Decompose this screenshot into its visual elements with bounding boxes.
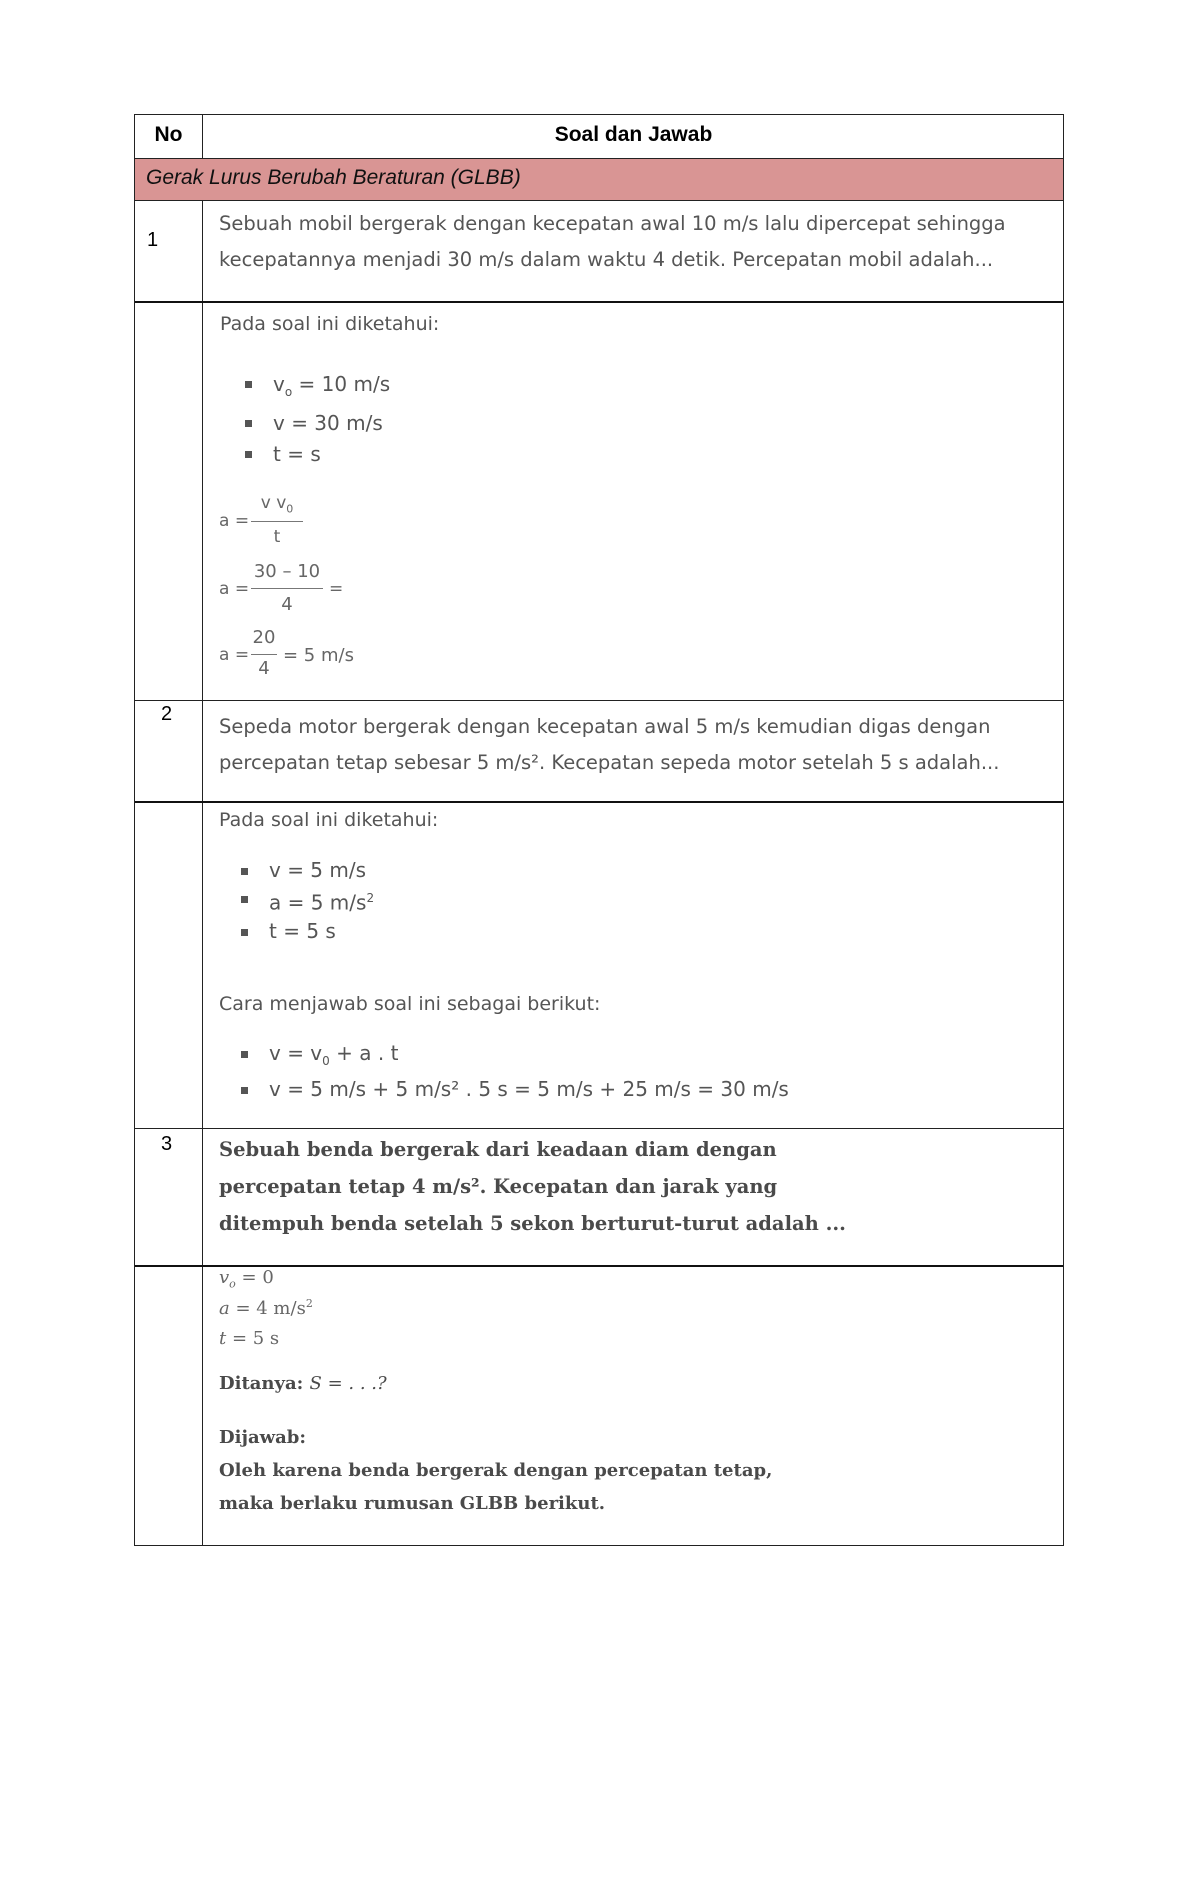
question-3-text	[219, 1131, 1059, 1242]
asked-line: Ditanya: S = . . .?	[219, 1373, 387, 1394]
formula-a-substitution: a = 30 – 10 4 =	[219, 561, 344, 615]
category-title: Gerak Lurus Berubah Beraturan (GLBB)	[146, 166, 521, 189]
question-1-line-2: kecepatannya menjadi 30 m/s dalam waktu 4 detik. Percepatan mobil adalah...	[219, 248, 994, 271]
answer-1-intro: Pada soal ini diketahui:	[220, 313, 440, 335]
row-divider	[135, 700, 1063, 701]
answer-2	[219, 809, 1059, 1119]
answer-2-steps	[241, 1039, 789, 1103]
fraction-bar	[251, 588, 323, 589]
answer-2-method: Cara menjawab soal ini sebagai berikut:	[219, 993, 601, 1015]
answer-2-intro: Pada soal ini diketahui:	[219, 809, 439, 831]
fraction-numerator: 20	[252, 627, 276, 648]
known-a: a = 4 $m/s^2$	[219, 1297, 313, 1319]
question-number-2: 2	[161, 703, 173, 725]
header-soal-jawab: Soal dan Jawab	[554, 123, 713, 146]
given-v: v = 5 m/s	[241, 856, 374, 884]
step-calculation: v = 5 m/s + 5 m/s² . 5 s = 5 m/s + 25 m/s = 30 m/s	[241, 1075, 789, 1103]
given-a: a = 5 $m/s^2$	[241, 884, 374, 917]
question-3-line-1: Sebuah benda bergerak dari keadaan diam dengan	[219, 1138, 777, 1161]
question-1-line-1: Sebuah mobil bergerak dengan kecepatan awal 10 m/s lalu dipercepat sehingga	[219, 212, 1006, 235]
row-divider	[135, 1128, 1063, 1129]
soal-table	[134, 114, 1064, 1546]
formula-a-result: a = 20 4 = 5 m/s	[219, 627, 354, 679]
given-t: t = 5 s	[241, 917, 374, 945]
row-divider	[135, 301, 1063, 303]
answer-3	[219, 1267, 1059, 1537]
fraction-denominator: 4	[258, 658, 270, 679]
answer-line-2: maka berlaku rumusan GLBB berikut.	[219, 1493, 606, 1514]
question-3-line-2: percepatan tetap 4 m/s². Kecepatan dan jarak yang	[219, 1175, 778, 1198]
fraction-numerator: 30 – 10	[253, 561, 321, 582]
fraction-bar	[251, 521, 303, 522]
step-formula: $v = v_0 + a$ . t	[241, 1039, 789, 1075]
fraction-denominator: 4	[281, 594, 293, 615]
answer-1	[219, 313, 1059, 693]
known-v0: $v_o = 0$	[219, 1267, 274, 1291]
fraction-bar	[251, 654, 277, 655]
question-number-1: 1	[147, 229, 159, 251]
header-no: No	[154, 123, 183, 146]
answer-1-given-list	[245, 369, 390, 470]
fraction-denominator: t	[273, 527, 281, 547]
question-1-text	[219, 206, 1059, 278]
question-number-3: 3	[161, 1133, 173, 1155]
answer-line-1: Oleh karena benda bergerak dengan percepatan tetap,	[219, 1460, 773, 1481]
question-2-line-1: Sepeda motor bergerak dengan kecepatan awal 5 m/s kemudian digas dengan	[219, 715, 991, 738]
question-3-line-3: ditempuh benda setelah 5 sekon berturut-turut adalah ...	[219, 1212, 846, 1235]
given-v: v = 30 m/s	[245, 408, 390, 439]
known-t: t = 5 s	[219, 1328, 280, 1349]
category-row	[135, 158, 1063, 201]
answer-2-given-list	[241, 856, 374, 945]
formula-a-definition: a = v $v_0$ t	[219, 493, 339, 553]
given-v0: $v_o = 10$ m/s	[245, 369, 390, 408]
row-divider	[135, 801, 1063, 803]
answer-label: Dijawab:	[219, 1427, 307, 1448]
fraction-numerator: v $v_0$	[260, 493, 294, 516]
given-t: t = s	[245, 439, 390, 470]
question-2-line-2: percepatan tetap sebesar 5 m/s². Kecepatan sepeda motor setelah 5 s adalah...	[219, 751, 1000, 774]
column-divider	[202, 115, 203, 1545]
question-2-text	[219, 709, 1059, 781]
